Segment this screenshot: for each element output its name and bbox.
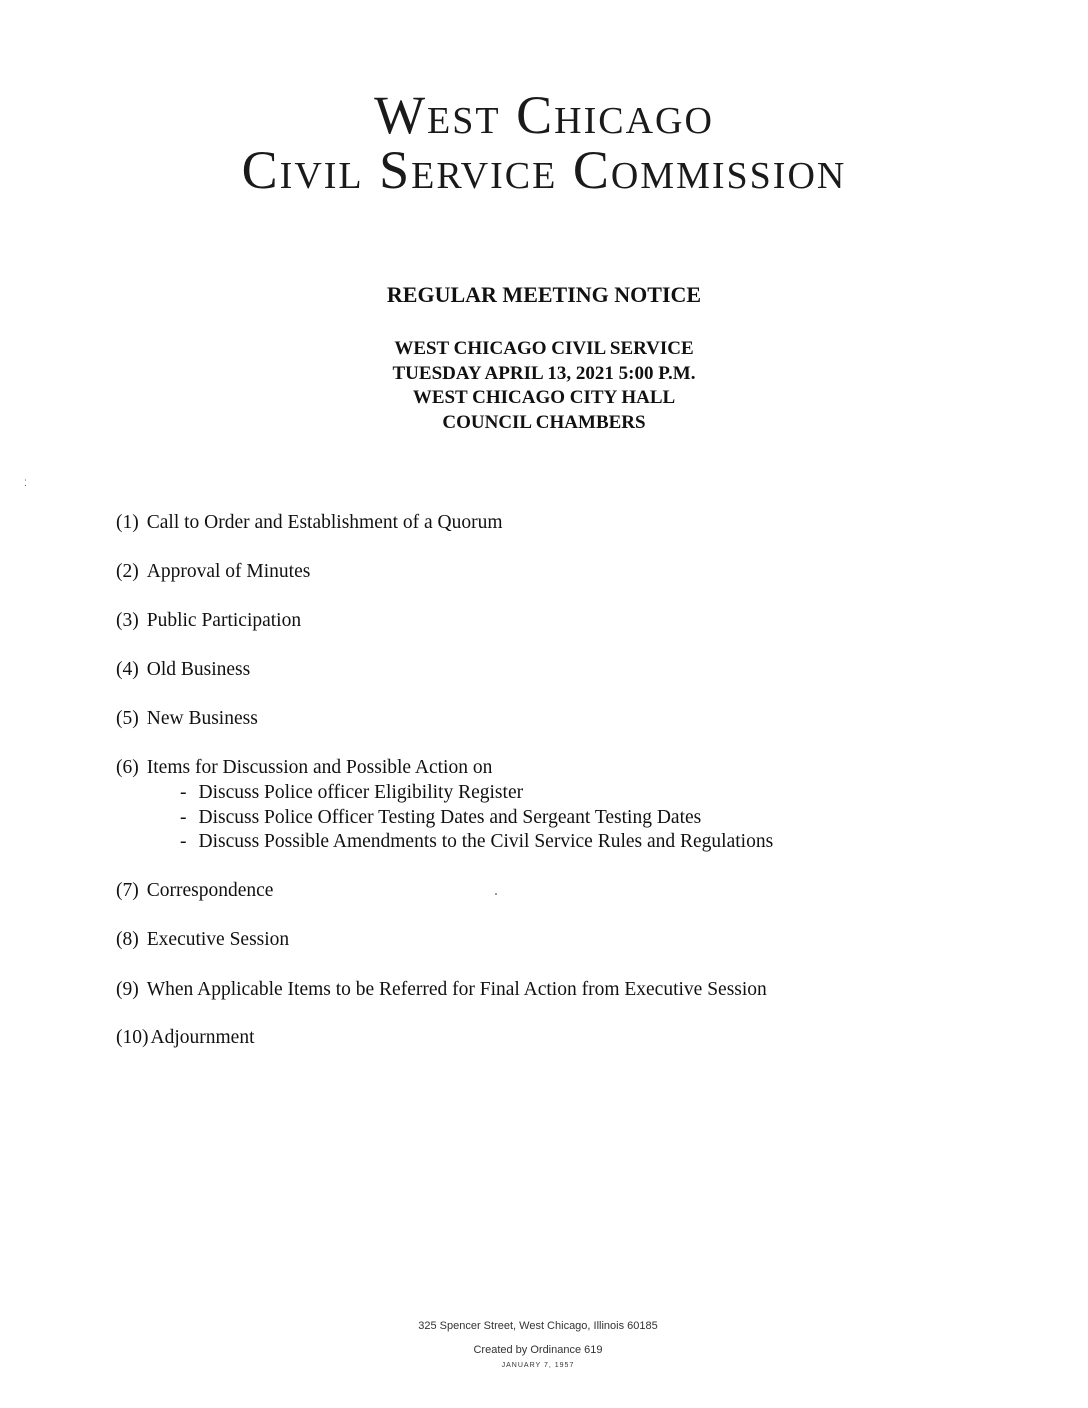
meeting-info-body: WEST CHICAGO CIVIL SERVICE (394, 338, 694, 359)
agenda-item-text: Adjournment (150, 1027, 255, 1048)
agenda-item-number: (5) (116, 708, 139, 729)
agenda-item-number: (8) (116, 929, 139, 950)
agenda-item-number: (6) (116, 757, 139, 778)
subitem-text: Discuss Police Officer Testing Dates and Sergeant Testing Dates (198, 807, 702, 828)
agenda-item (116, 1028, 254, 1048)
agenda-item-text: Correspondence (146, 880, 274, 901)
agenda-item-text: New Business (146, 708, 258, 729)
agenda-item (116, 709, 258, 729)
agenda-item (116, 611, 301, 631)
agenda-item-number: (1) (116, 512, 139, 533)
agenda-item-number: (4) (116, 659, 139, 680)
commission-name-line-2: Civil Service Commission (241, 140, 847, 200)
agenda-item (116, 758, 492, 778)
agenda-item (116, 562, 310, 582)
agenda-item-text: Public Participation (146, 610, 302, 631)
agenda-item-number: (3) (116, 610, 139, 631)
meeting-info-room: COUNCIL CHAMBERS (442, 411, 646, 433)
agenda-subitem (180, 808, 701, 828)
subitem-dash: - (180, 782, 187, 803)
footer-created-by: Created by Ordinance 619 (473, 1344, 603, 1356)
scan-dot (495, 893, 497, 895)
commission-name-line-1: West Chicago (374, 85, 714, 145)
agenda-item (116, 980, 767, 1000)
subitem-text: Discuss Possible Amendments to the Civil Service Rules and Regulations (198, 831, 774, 852)
agenda-subitem (180, 783, 523, 803)
meeting-info-datetime: TUESDAY APRIL 13, 2021 5:00 P.M. (392, 362, 696, 384)
agenda-item-number: (10) (116, 1027, 149, 1048)
agenda-item-text: Items for Discussion and Possible Action on (146, 757, 493, 778)
footer-address: 325 Spencer Street, West Chicago, Illinois 60185 (418, 1320, 658, 1332)
agenda-item-number: (9) (116, 979, 139, 1000)
agenda-item-text: Call to Order and Establishment of a Quorum (146, 512, 503, 533)
subitem-dash: - (180, 807, 187, 828)
agenda-item-number: (7) (116, 880, 139, 901)
agenda-subitem (180, 832, 773, 852)
subitem-dash: - (180, 831, 187, 852)
notice-title: REGULAR MEETING NOTICE (386, 282, 702, 307)
agenda-item (116, 881, 273, 901)
subitem-text: Discuss Police officer Eligibility Register (198, 782, 524, 803)
agenda-item-text: Old Business (146, 659, 251, 680)
agenda-item-text: Executive Session (146, 929, 290, 950)
agenda-item-number: (2) (116, 561, 139, 582)
agenda-item (116, 660, 250, 680)
footer-date: JANUARY 7, 1957 (501, 1362, 575, 1369)
meeting-info-location: WEST CHICAGO CITY HALL (412, 387, 676, 408)
agenda-item-text: When Applicable Items to be Referred for Final Action from Executive Session (146, 979, 767, 1000)
agenda-item (116, 930, 289, 950)
scan-speck: ⁚ (24, 478, 27, 488)
meeting-info (0, 337, 1088, 435)
agenda-item (116, 513, 503, 533)
agenda-item-text: Approval of Minutes (146, 561, 311, 582)
